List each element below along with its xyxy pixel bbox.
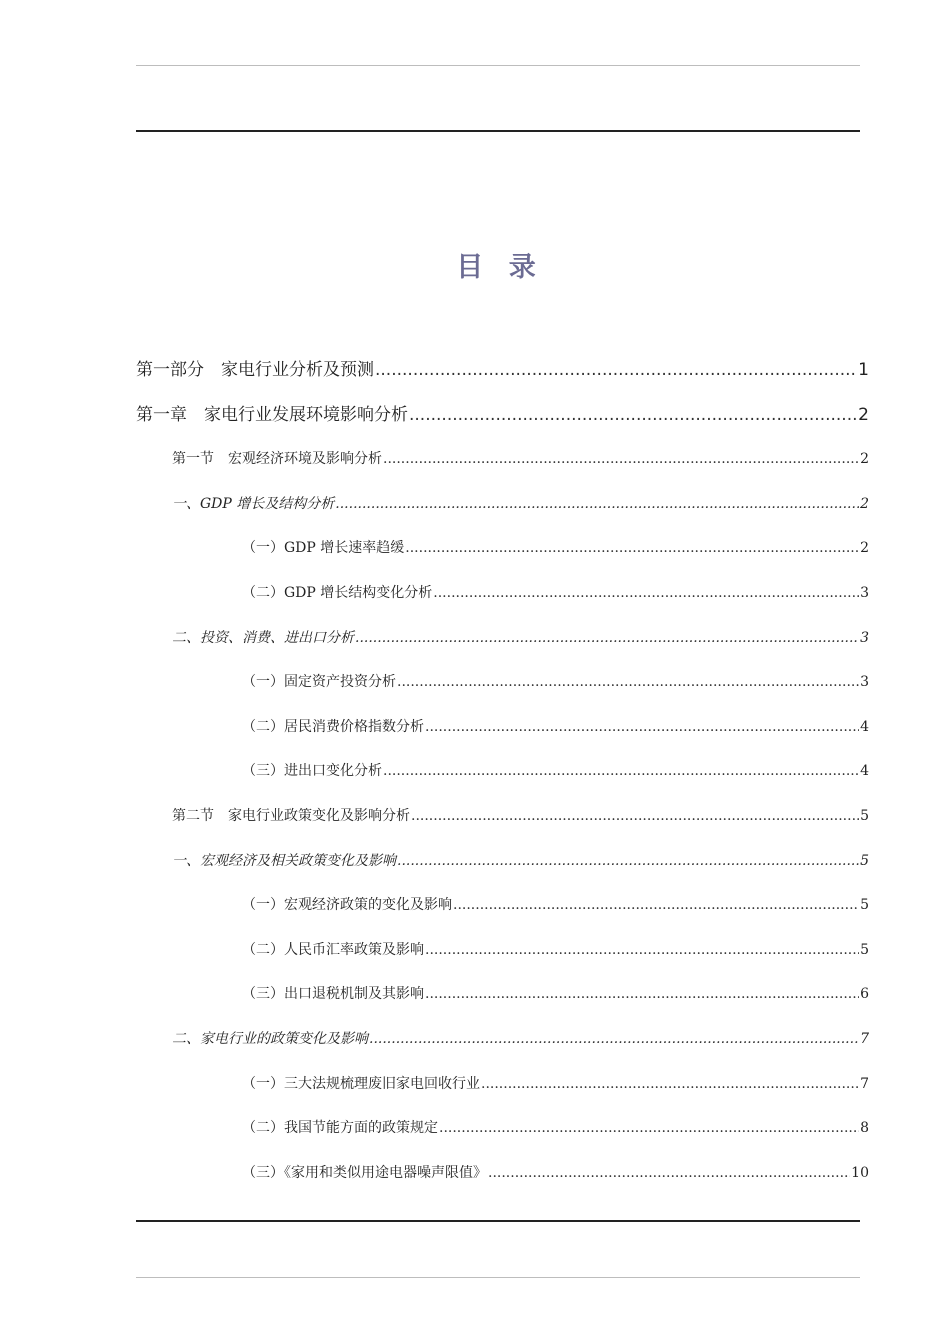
toc-page-number: 4 (860, 718, 869, 735)
toc-entry[interactable] (136, 616, 869, 661)
toc-entry[interactable] (136, 705, 869, 750)
toc-leader-dots (433, 571, 859, 616)
toc-entry-label: 第二节 家电行业政策变化及影响分析 (172, 807, 410, 824)
toc-leader-dots (425, 972, 859, 1017)
toc-page-number: 3 (860, 629, 869, 646)
toc-entry[interactable] (136, 1017, 869, 1062)
toc-page-number: 7 (860, 1075, 869, 1092)
toc-leader-dots (425, 928, 859, 973)
toc-entry-label: （三）《家用和类似用途电器噪声限值》 (242, 1164, 487, 1181)
toc-leader-dots (439, 1106, 859, 1151)
toc-entry[interactable] (136, 393, 869, 438)
toc-page-number: 8 (860, 1120, 869, 1137)
toc-title: 目 录 (456, 252, 544, 283)
toc-entry[interactable] (136, 883, 869, 928)
toc-page-number: 7 (860, 1030, 869, 1047)
toc-leader-dots (369, 1017, 859, 1062)
toc-entry-label: （二）我国节能方面的政策规定 (242, 1120, 438, 1137)
toc-page-number: 2 (858, 404, 869, 425)
toc-leader-dots (488, 1151, 850, 1196)
toc-entry-label: （一）三大法规梳理废旧家电回收行业 (242, 1075, 480, 1092)
toc-entry-label: （三）出口退税机制及其影响 (242, 986, 424, 1003)
toc-page-number: 4 (860, 763, 869, 780)
toc-page-number: 3 (860, 584, 869, 601)
toc-page-number: 5 (860, 807, 869, 824)
header-top-rule (136, 65, 860, 66)
toc-leader-dots (397, 839, 859, 884)
toc-leader-dots (383, 749, 859, 794)
toc-page-number: 2 (860, 540, 869, 557)
toc-entry[interactable] (136, 928, 869, 973)
toc-entry[interactable] (136, 437, 869, 482)
toc-entry-label: （二）人民币汇率政策及影响 (242, 941, 424, 958)
toc-entry[interactable] (136, 1062, 869, 1107)
toc-entry[interactable] (136, 526, 869, 571)
toc-entry[interactable] (136, 660, 869, 705)
toc-page-number: 6 (860, 986, 869, 1003)
toc-entry[interactable] (136, 794, 869, 839)
toc-entry-label: （二）居民消费价格指数分析 (242, 718, 424, 735)
toc-leader-dots (481, 1062, 859, 1107)
toc-entry-label: 一、宏观经济及相关政策变化及影响 (172, 852, 396, 869)
toc-leader-dots (397, 660, 859, 705)
toc-leader-dots (405, 526, 859, 571)
toc-leader-dots (383, 437, 859, 482)
toc-leader-dots (425, 705, 859, 750)
footer-top-rule (136, 1220, 860, 1222)
toc-entry[interactable] (136, 1151, 869, 1196)
toc-entry-label: （二）GDP 增长结构变化分析 (242, 584, 433, 601)
toc-leader-dots (411, 794, 859, 839)
toc-page-number: 1 (858, 360, 869, 380)
table-of-contents (136, 348, 869, 1195)
toc-entry-label: 第一部分 家电行业分析及预测 (136, 360, 374, 380)
toc-entry[interactable] (136, 571, 869, 616)
toc-entry-label: （一）固定资产投资分析 (242, 674, 396, 691)
toc-entry[interactable] (136, 482, 869, 527)
toc-entry[interactable] (136, 1106, 869, 1151)
toc-entry-label: 二、家电行业的政策变化及影响 (172, 1030, 368, 1047)
footer-bottom-rule (136, 1277, 860, 1278)
toc-entry-label: （一）GDP 增长速率趋缓 (242, 540, 405, 557)
header-bottom-rule (136, 130, 860, 132)
toc-leader-dots (375, 348, 857, 393)
toc-page-number: 10 (851, 1164, 869, 1181)
toc-page-number: 3 (860, 674, 869, 691)
toc-page-number: 2 (860, 451, 869, 468)
toc-entry-label: 第一节 宏观经济环境及影响分析 (172, 451, 382, 468)
toc-leader-dots (335, 482, 859, 527)
toc-page-number: 5 (860, 941, 869, 958)
toc-leader-dots (409, 393, 857, 438)
toc-leader-dots (453, 883, 859, 928)
toc-entry-label: 二、投资、消费、进出口分析 (172, 629, 354, 646)
toc-page-number: 5 (860, 852, 869, 869)
toc-entry[interactable] (136, 749, 869, 794)
toc-page-number: 2 (860, 495, 869, 512)
toc-entry[interactable] (136, 348, 869, 393)
toc-page-number: 5 (860, 897, 869, 914)
toc-entry-label: （三）进出口变化分析 (242, 763, 382, 780)
toc-entry-label: 第一章 家电行业发展环境影响分析 (136, 404, 408, 425)
toc-entry-label: （一）宏观经济政策的变化及影响 (242, 897, 452, 914)
toc-entry-label: 一、GDP 增长及结构分析 (172, 495, 335, 512)
toc-entry[interactable] (136, 839, 869, 884)
toc-entry[interactable] (136, 972, 869, 1017)
toc-leader-dots (355, 616, 859, 661)
